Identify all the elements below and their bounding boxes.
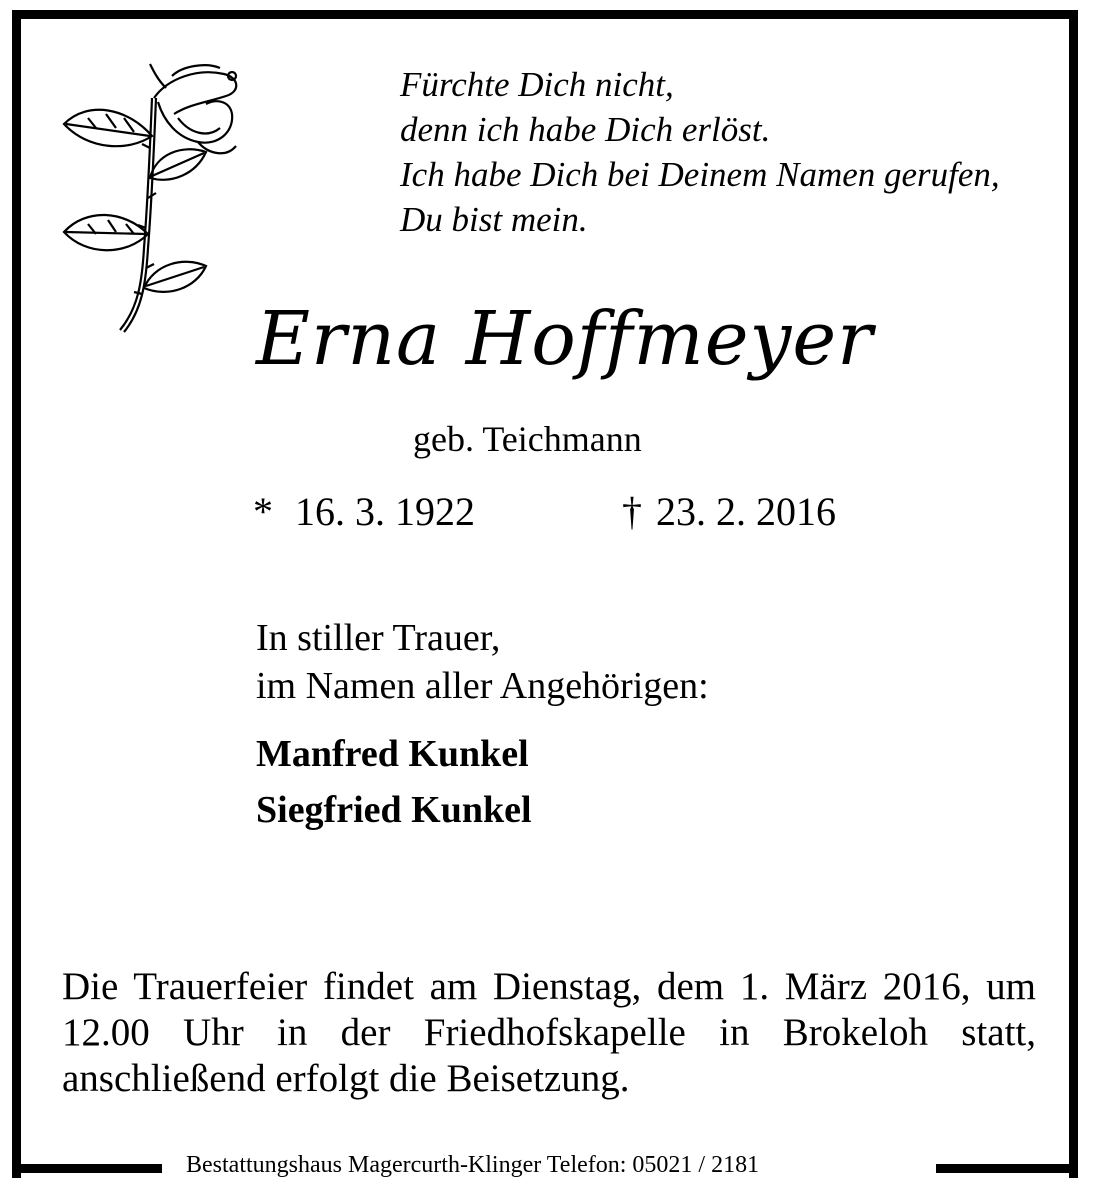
mourners-list	[256, 726, 532, 838]
verse-line: denn ich habe Dich erlöst.	[400, 110, 771, 149]
bible-verse	[400, 62, 1000, 242]
ceremony-notice	[62, 964, 1036, 1102]
mourner-name: Manfred Kunkel	[256, 733, 529, 775]
verse-line: Du bist mein.	[400, 200, 588, 239]
mourner-name: Siegfried Kunkel	[256, 789, 532, 831]
birth-date: 16. 3. 1922	[295, 489, 475, 534]
verse-line: Ich habe Dich bei Deinem Namen gerufen,	[400, 155, 1000, 194]
mourning-text	[256, 614, 709, 710]
ceremony-line: Die Trauerfeier findet am Dienstag, dem 1. März 2016, um	[62, 965, 1036, 1008]
death-date: 23. 2. 2016	[656, 489, 836, 534]
death-date-line	[622, 488, 836, 535]
birth-date-line	[253, 488, 475, 535]
deceased-name: Erna Hoffmeyer	[256, 296, 874, 382]
rose-icon	[58, 58, 248, 338]
death-cross-icon: †	[622, 489, 642, 534]
ceremony-line: 12.00 Uhr in der Friedhofskapelle in Brokeloh statt,	[62, 1011, 1036, 1054]
maiden-name: geb. Teichmann	[413, 419, 642, 459]
funeral-home-footer: Bestattungshaus Magercurth-Klinger Telefon: 05021 / 2181	[186, 1152, 760, 1178]
mourning-line: In stiller Trauer,	[256, 617, 501, 659]
mourning-line: im Namen aller Angehörigen:	[256, 665, 709, 707]
birth-star-icon: *	[253, 489, 273, 534]
frame-bottom-right	[936, 1164, 1078, 1173]
verse-line: Fürchte Dich nicht,	[400, 65, 674, 104]
ceremony-line: anschließend erfolgt die Beisetzung.	[62, 1057, 630, 1100]
frame-bottom-left	[12, 1164, 162, 1173]
